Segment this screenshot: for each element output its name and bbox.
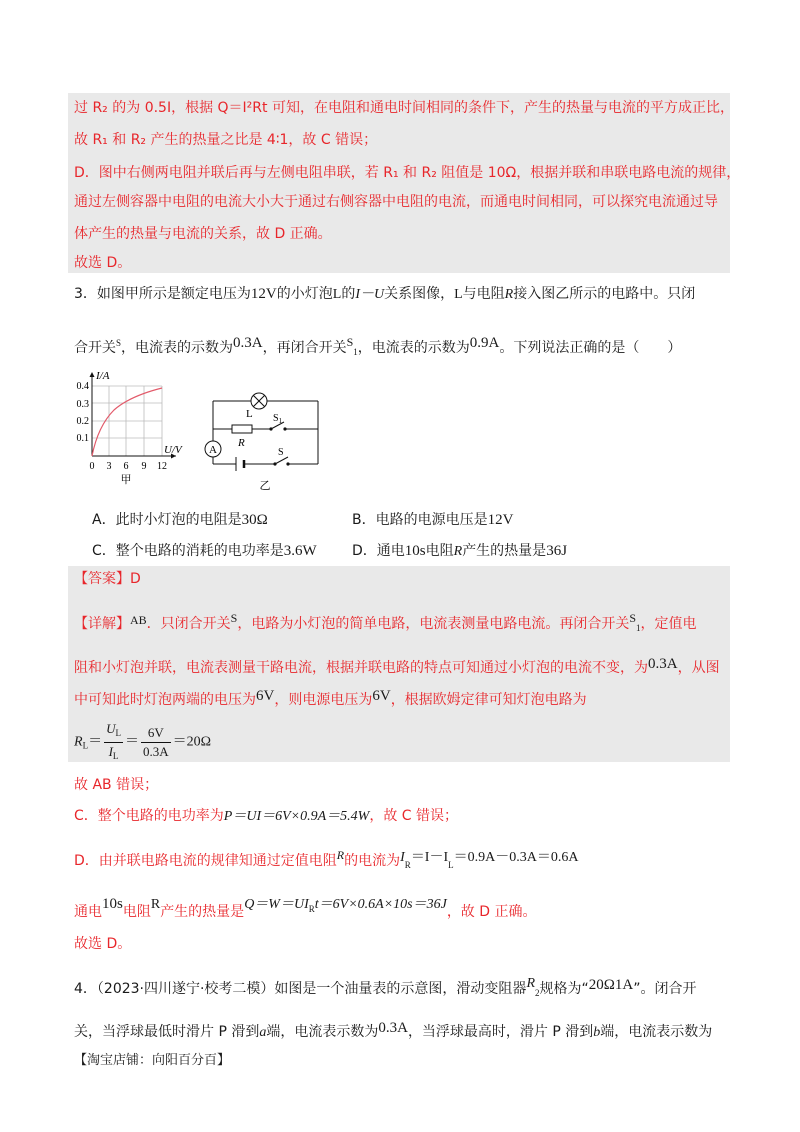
y-tick: 0.3 bbox=[76, 399, 89, 410]
iu-curve bbox=[92, 388, 162, 456]
y-tick: 0.1 bbox=[76, 433, 89, 444]
y-tick: 0.4 bbox=[76, 381, 89, 392]
y-tick: 0.2 bbox=[76, 416, 89, 427]
resistor-label: R bbox=[238, 437, 245, 449]
prev-solution-block bbox=[68, 93, 730, 273]
question-3-line-1: 3．如图甲所示是额定电压为12V的小灯泡L的I－U关系图像，L与电阻R接入图乙所示的电路中。只闭 bbox=[74, 286, 696, 302]
question-3-line-2: 合开关$^S$，电流表的示数为0.3A，再闭合开关$S_1$，电流表的示数为0.9A。下列说法正确的是（ ） bbox=[74, 335, 682, 357]
option-a: A．此时小灯泡的电阻是30Ω bbox=[92, 512, 268, 528]
question-4-line-1: 4．（2023·四川遂宁·校考二模）如图是一个油量表的示意图，滑动变阻器$R_2$规格为“20Ω1A”。闭合开 bbox=[74, 976, 697, 998]
x-tick: 6 bbox=[123, 461, 129, 472]
graph-caption: 甲 bbox=[120, 474, 132, 486]
prev-solution-line-4: 通过左侧容器中电阻的电流大小大于通过右侧容器中电阻的电流，而通电时间相同，可以探究电流通过导 bbox=[74, 194, 718, 210]
x-tick: 0 bbox=[89, 461, 95, 472]
x-tick: 12 bbox=[157, 461, 167, 472]
battery-icon bbox=[236, 457, 244, 471]
graph-xlabel: U/V bbox=[164, 444, 182, 456]
footer-shop: 【淘宝店铺：向阳百分百】 bbox=[74, 1053, 231, 1068]
detail-3-line-1: 【详解】AB．只闭合开关S，电路为小灯泡的简单电路，电流表测量电路电流。再闭合开关$S_1$，定值电 bbox=[74, 611, 697, 633]
option-c: C．整个电路的消耗的电功率是3.6W bbox=[92, 543, 317, 559]
answer-3-line: 【答案】D bbox=[74, 571, 141, 587]
detail-3-ab-wrong: 故 AB 错误； bbox=[74, 777, 159, 793]
prev-solution-line-3: D．图中右侧两电阻并联后再与左侧电阻串联，若 R₁ 和 R₂ 阻值是 10Ω，根据并联和串联电路电流的规律， bbox=[74, 165, 741, 181]
detail-3-d: D．由并联电路电流的规律知通过定值电阻R的电流为$I_R=I-I_L=0.9A-0.3A=0.6A$ bbox=[74, 848, 579, 870]
x-tick: 3 bbox=[106, 461, 112, 472]
graph-jia bbox=[78, 368, 198, 488]
graph-ylabel: I/A bbox=[96, 370, 110, 382]
svg-text:A: A bbox=[209, 444, 217, 456]
option-d: D．通电10s电阻R产生的热量是36J bbox=[352, 543, 568, 559]
option-b: B．电路的电源电压是12V bbox=[352, 512, 514, 528]
prev-solution-line-5: 体产生的热量与电流的关系，故 D 正确。 bbox=[74, 226, 332, 242]
prev-solution-line-6: 故选 D。 bbox=[74, 255, 132, 271]
lamp-icon bbox=[251, 393, 267, 409]
detail-3-final: 故选 D。 bbox=[74, 936, 132, 952]
equation-rl: $R_L=$ $\frac{U_L}{I_L}$ ＝ $\frac{6V}{0.3A}$ ＝20Ω bbox=[74, 721, 211, 761]
circuit-yi bbox=[198, 383, 328, 493]
circuit-caption: 乙 bbox=[259, 480, 271, 492]
x-tick: 9 bbox=[141, 461, 147, 472]
resistor-icon bbox=[232, 425, 252, 433]
detail-3-line-2: 阻和小灯泡并联，电流表测量干路电流，根据并联电路的特点可知通过小灯泡的电流不变，为0.3A，从图 bbox=[74, 656, 720, 676]
question-4-line-2: 关，当浮球最低时滑片 P 滑到a端，电流表示数为0.3A，当浮球最高时，滑片 P 滑到b端，电流表示数为 bbox=[74, 1020, 713, 1040]
switch-s-label: S bbox=[278, 447, 284, 458]
switch-s1-label: $S_1$ bbox=[273, 413, 283, 425]
prev-solution-line-2: 故 R₁ 和 R₂ 产生的热量之比是 4∶1，故 C 错误； bbox=[74, 132, 378, 148]
lamp-label: L bbox=[246, 408, 253, 420]
switch-s-icon bbox=[273, 457, 289, 466]
detail-3-line-3: 中可知此时灯泡两端的电压为6V，则电源电压为6V，根据欧姆定律可知灯泡电路为 bbox=[74, 688, 587, 708]
detail-3-e: 通电10s电阻R产生的热量是$Q=W=UI^Rt=6V\times 0.6A\times 10s=36J$，故 D 正确。 bbox=[74, 896, 537, 920]
detail-3-c: C．整个电路的电功率为P＝UI＝6V×0.9A＝5.4W，故 C 错误； bbox=[74, 808, 459, 824]
ammeter-icon bbox=[205, 441, 221, 457]
prev-solution-line-1: 过 R₂ 的为 0.5I，根据 Q＝I²Rt 可知，在电阻和通电时间相同的条件下，产生的热量与电流的平方成正比， bbox=[74, 100, 734, 116]
